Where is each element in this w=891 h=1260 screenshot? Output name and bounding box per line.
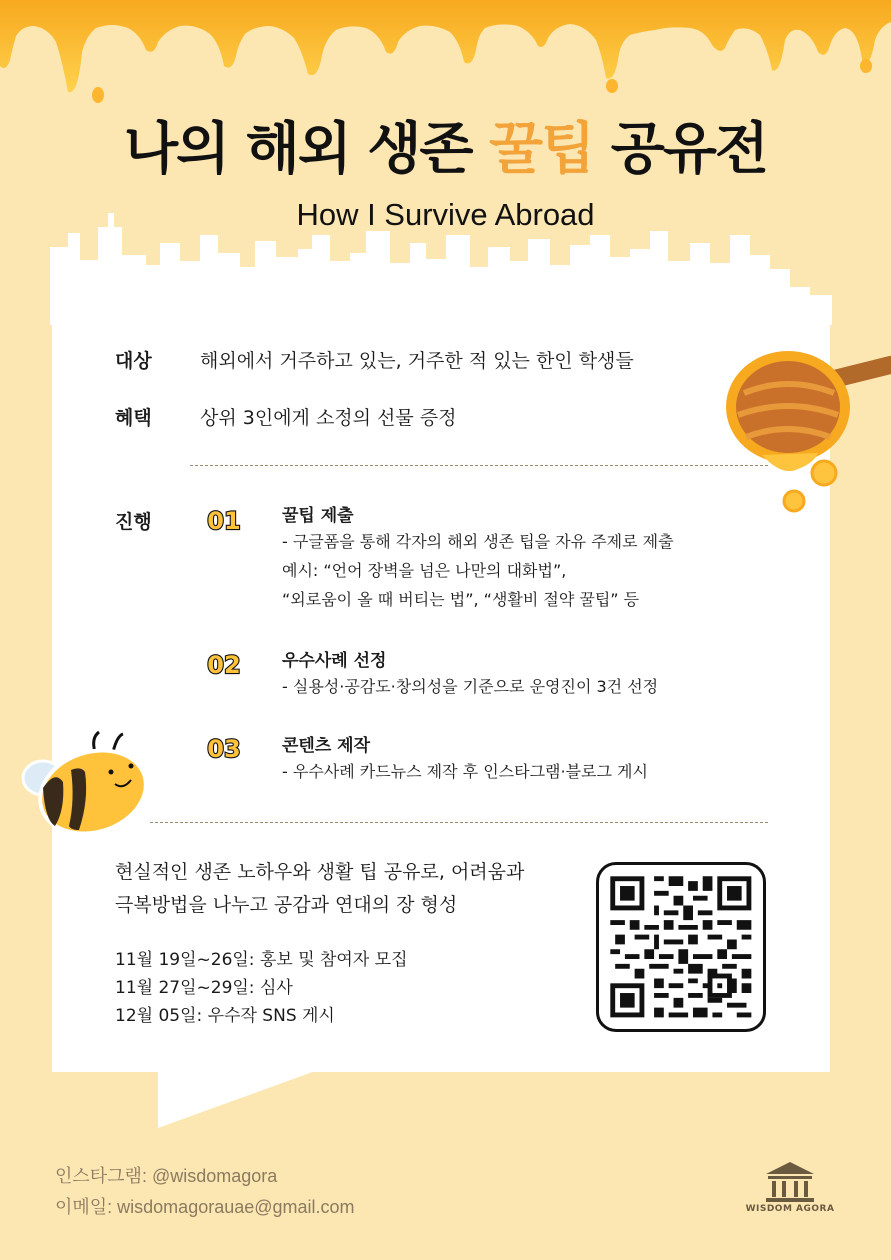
pillar-building-logo bbox=[752, 1160, 828, 1204]
bee-icon bbox=[15, 730, 150, 840]
target-text: 해외에서 거주하고 있는, 거주한 적 있는 한인 학생들 bbox=[200, 350, 634, 372]
title-accent: 꿀팁 bbox=[489, 117, 594, 182]
logo-text: WISDOM AGORA bbox=[745, 1204, 835, 1214]
step-number-02 bbox=[200, 650, 248, 678]
step-number-01 bbox=[200, 506, 248, 534]
page-subtitle: How I Survive Abroad bbox=[296, 197, 595, 232]
honey-drip-decoration bbox=[0, 0, 891, 110]
benefit-label: 혜택 bbox=[115, 407, 152, 429]
step-title-03: 콘텐츠 제작 bbox=[282, 736, 371, 756]
step-desc-02: - 실용성·공감도·창의성을 기준으로 운영진이 3건 선정 bbox=[282, 677, 659, 696]
footer-email[interactable]: 이메일: wisdomagorauae@gmail.com bbox=[55, 1197, 355, 1217]
target-label: 대상 bbox=[115, 350, 152, 372]
divider-bottom bbox=[150, 822, 768, 823]
step-title-01: 꿀팁 제출 bbox=[282, 506, 354, 526]
divider-top bbox=[190, 465, 768, 466]
page-title: 나의 해외 생존 꿀팁 공유전 bbox=[123, 117, 768, 182]
schedule-item: 11월 27일~29일: 심사 bbox=[115, 978, 293, 998]
svg-text:02: 02 bbox=[207, 651, 241, 678]
step-desc-01: - 구글폼을 통해 각자의 해외 생존 팁을 자유 주제로 제출 예시: “언어 장벽을 넘은 나만의 대화법”, “외로움이 올 때 버티는 법”, “생활비 절약 꿀팁” 등 bbox=[282, 532, 674, 609]
schedule-item: 11월 19일~26일: 홍보 및 참여자 모집 bbox=[115, 950, 408, 970]
qr-code[interactable] bbox=[596, 862, 766, 1032]
qr-code-pattern bbox=[599, 865, 763, 1029]
benefit-text: 상위 3인에게 소정의 선물 증정 bbox=[200, 407, 457, 429]
footer-instagram[interactable]: 인스타그램: @wisdomagora bbox=[55, 1166, 278, 1186]
step-title-02: 우수사례 선정 bbox=[282, 651, 387, 671]
svg-text:03: 03 bbox=[207, 735, 241, 762]
step-desc-03: - 우수사례 카드뉴스 제작 후 인스타그램·블로그 게시 bbox=[282, 762, 648, 781]
process-label: 진행 bbox=[115, 511, 152, 533]
svg-text:01: 01 bbox=[207, 507, 241, 534]
honey-dipper-icon bbox=[722, 345, 891, 520]
speech-bubble-tail bbox=[158, 1070, 318, 1130]
schedule-item: 12월 05일: 우수작 SNS 게시 bbox=[115, 1006, 335, 1026]
summary-text: 현실적인 생존 노하우와 생활 팁 공유로, 어려움과 극복방법을 나누고 공감과 연대의 장 형성 bbox=[115, 861, 525, 916]
step-number-03 bbox=[200, 734, 248, 762]
